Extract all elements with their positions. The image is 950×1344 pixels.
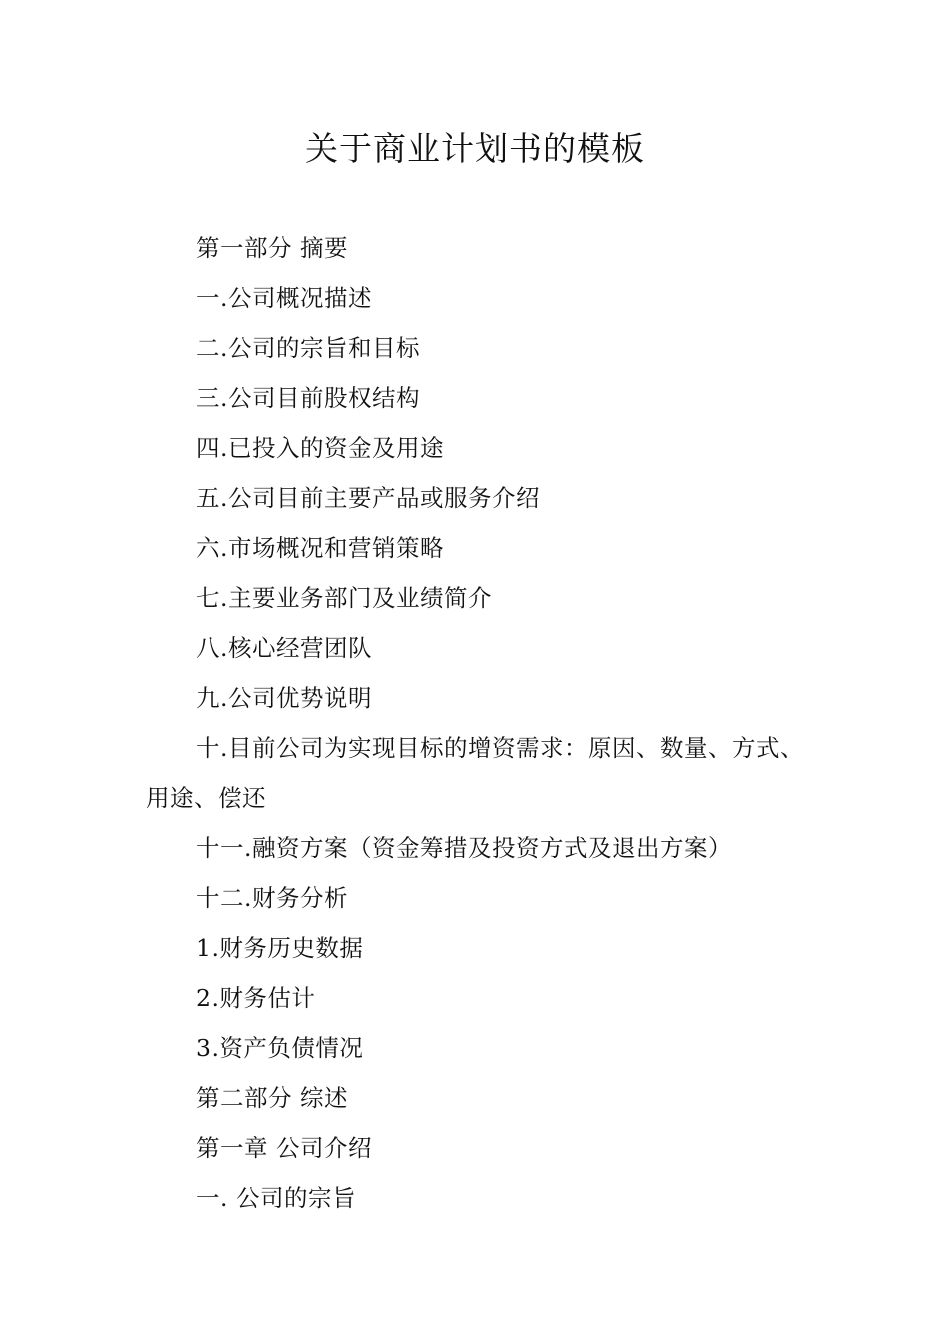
document-title: 关于商业计划书的模板 bbox=[305, 129, 645, 168]
list-item: 九.公司优势说明 bbox=[196, 684, 372, 712]
list-item: 十一.融资方案（资金筹措及投资方式及退出方案） bbox=[196, 834, 732, 862]
list-item: 一. 公司的宗旨 bbox=[196, 1184, 356, 1212]
list-item: 十.目前公司为实现目标的增资需求：原因、数量、方式、用途、偿还 bbox=[146, 734, 804, 812]
sub-list-item: 1.财务历史数据 bbox=[196, 934, 364, 962]
sub-list-item: 3.资产负债情况 bbox=[196, 1034, 364, 1062]
section-heading-part-one: 第一部分 摘要 bbox=[196, 234, 348, 262]
list-item: 三.公司目前股权结构 bbox=[196, 384, 420, 412]
list-item: 十二.财务分析 bbox=[196, 884, 348, 912]
list-item: 二.公司的宗旨和目标 bbox=[196, 334, 420, 362]
list-item: 六.市场概况和营销策略 bbox=[196, 534, 444, 562]
document-body bbox=[146, 223, 810, 1223]
list-item: 四.已投入的资金及用途 bbox=[196, 434, 444, 462]
list-item: 七.主要业务部门及业绩简介 bbox=[196, 584, 492, 612]
section-heading-part-two: 第二部分 综述 bbox=[196, 1084, 348, 1112]
chapter-heading: 第一章 公司介绍 bbox=[196, 1134, 372, 1162]
list-item: 一.公司概况描述 bbox=[196, 284, 372, 312]
list-item: 五.公司目前主要产品或服务介绍 bbox=[196, 484, 540, 512]
sub-list-item: 2.财务估计 bbox=[196, 984, 316, 1012]
list-item: 八.核心经营团队 bbox=[196, 634, 372, 662]
